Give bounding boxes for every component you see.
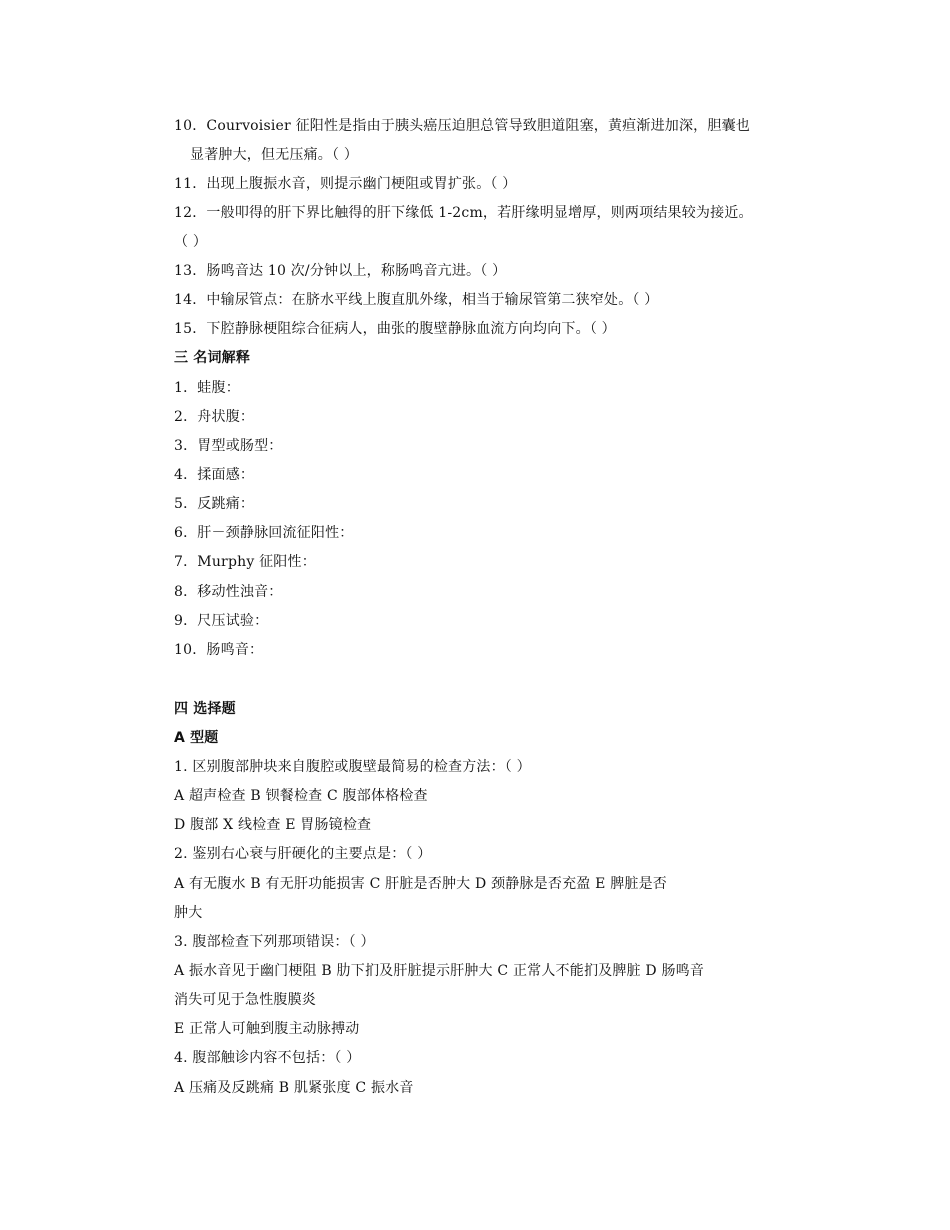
definition-item: 2．舟状腹： [174, 409, 255, 425]
tf-question-11: 11．出现上腹振水音，则提示幽门梗阻或胃扩张。（ ） [174, 176, 517, 192]
tf-question-12-line2: （ ） [174, 234, 208, 250]
definition-item: 10．肠鸣音： [174, 642, 264, 658]
tf-question-12-line1: 12．一般叩得的肝下界比触得的肝下缘低 1-2cm，若肝缘明显增厚，则两项结果较为接近。 [174, 205, 753, 221]
definition-item: 6．肝－颈静脉回流征阳性： [174, 525, 354, 541]
choice-options: E 正常人可触到腹主动脉搏动 [174, 1021, 360, 1037]
definition-item: 8．移动性浊音： [174, 584, 283, 600]
tf-question-10-line2: 显著肿大，但无压痛。（ ） [190, 147, 359, 163]
definition-item: 5．反跳痛： [174, 496, 255, 512]
definition-item: 3．胃型或肠型： [174, 438, 283, 454]
section-heading-definitions: 三 名词解释 [174, 350, 251, 366]
choice-options: A 超声检查 B 钡餐检查 C 腹部体格检查 [174, 788, 428, 804]
definition-item: 9．尺压试验： [174, 613, 269, 629]
choice-options: 肿大 [174, 905, 203, 921]
choice-options: D 腹部 X 线检查 E 胃肠镜检查 [174, 817, 372, 833]
definition-item: 7．Murphy 征阳性： [174, 554, 316, 570]
section-heading-choice: 四 选择题 [174, 701, 236, 717]
choice-question-1: 1. 区别腹部肿块来自腹腔或腹壁最简易的检查方法：（ ） [174, 759, 531, 775]
tf-question-13: 13．肠鸣音达 10 次/分钟以上，称肠鸣音亢进。（ ） [174, 263, 507, 279]
choice-options: A 有无腹水 B 有无肝功能损害 C 肝脏是否肿大 D 颈静脉是否充盈 E 脾脏是否 [174, 876, 668, 892]
subsection-heading-a-type: A 型题 [174, 730, 219, 746]
choice-question-3: 3. 腹部检查下列那项错误：（ ） [174, 934, 375, 950]
choice-question-2: 2. 鉴别右心衰与肝硬化的主要点是：（ ） [174, 846, 432, 862]
tf-question-14: 14．中输尿管点：在脐水平线上腹直肌外缘，相当于输尿管第二狭窄处。（ ） [174, 292, 659, 308]
tf-question-10-line1: 10．Courvoisier 征阳性是指由于胰头癌压迫胆总管导致胆道阻塞，黄疸渐进加深，胆囊也 [174, 118, 750, 134]
choice-options: 消失可见于急性腹膜炎 [174, 992, 316, 1008]
choice-options: A 压痛及反跳痛 B 肌紧张度 C 振水音 [174, 1080, 414, 1096]
choice-question-4: 4. 腹部触诊内容不包括：（ ） [174, 1050, 361, 1066]
definition-item: 4．揉面感： [174, 467, 255, 483]
choice-options: A 振水音见于幽门梗阻 B 肋下扪及肝脏提示肝肿大 C 正常人不能扪及脾脏 D 肠鸣音 [174, 963, 705, 979]
definition-item: 1．蛙腹： [174, 380, 240, 396]
tf-question-15: 15．下腔静脉梗阻综合征病人，曲张的腹壁静脉血流方向均向下。（ ） [174, 321, 616, 337]
